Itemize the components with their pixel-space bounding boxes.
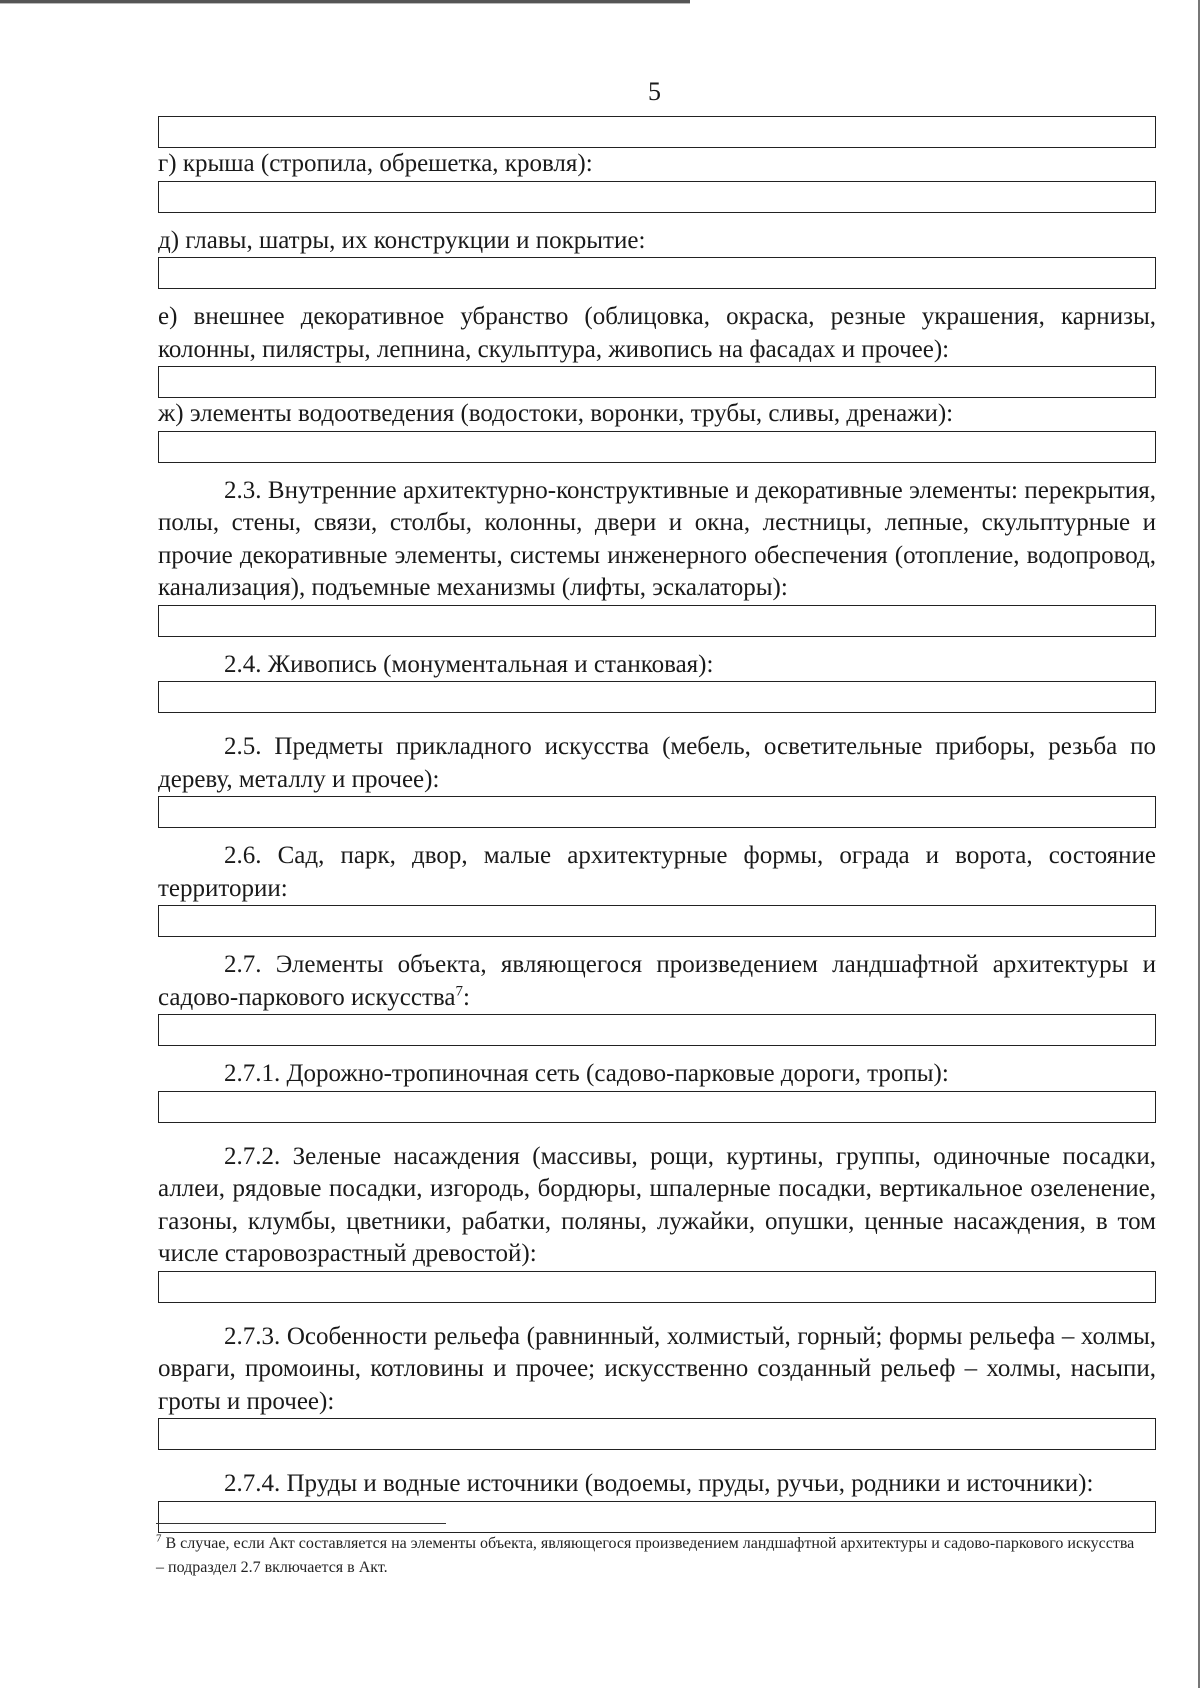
section-2-3-input-box[interactable]	[158, 605, 1156, 637]
section-2-7-text: 2.7. Элементы объекта, являющегося произведением ландшафтной архитектуры и садово-паркового искусства	[158, 951, 1156, 1011]
section-2-7	[158, 949, 1156, 1014]
section-2-4-input-box[interactable]	[158, 681, 1156, 713]
drainage-label: ж) элементы водоотведения (водостоки, воронки, трубы, сливы, дренажи):	[158, 400, 954, 427]
section-2-7-input-box[interactable]	[158, 1014, 1156, 1046]
section-2-7-4: 2.7.4. Пруды и водные источники (водоемы, пруды, ручьи, родники и источники):	[224, 1470, 1094, 1497]
input-box[interactable]	[158, 116, 1156, 148]
section-2-6-input-box[interactable]	[158, 905, 1156, 937]
section-2-6: 2.6. Сад, парк, двор, малые архитектурные формы, ограда и ворота, состояние территории:	[158, 842, 1156, 902]
section-2-7-1: 2.7.1. Дорожно-тропиночная сеть (садово-парковые дороги, тропы):	[224, 1060, 949, 1087]
section-2-3: 2.3. Внутренние архитектурно-конструктивные и декоративные элементы: перекрытия, полы, стены, связи, столбы, колонны, двери и окна, лестницы, лепные, скульптурные и прочие декоративные элементы, системы инженерного обеспечения (отопление, водопровод, канализация), подъемные механизмы (лифты, эскалаторы):	[158, 476, 1156, 601]
scan-edge	[0, 3, 690, 4]
section-2-4: 2.4. Живопись (монументальная и станковая):	[224, 650, 714, 678]
section-2-7-2: 2.7.2. Зеленые насаждения (массивы, рощи, куртины, группы, одиночные посадки, аллеи, рядовые посадки, изгородь, бордюры, шпалерные посадки, вертикальное озеленение, газоны, клумбы, цветники, рабатки, поляны, лужайки, опушки, ценные насаждения, в том числе старовозрастный древостой):	[158, 1142, 1156, 1267]
roof-input-box[interactable]	[158, 181, 1156, 213]
section-2-7-1-input-box[interactable]	[158, 1091, 1156, 1123]
page-number: 5	[648, 77, 661, 106]
section-2-5-input-box[interactable]	[158, 796, 1156, 828]
drainage-input-box[interactable]	[158, 431, 1156, 463]
footnote-separator	[156, 1523, 446, 1524]
domes-label: д) главы, шатры, их конструкции и покрытие:	[158, 226, 646, 254]
exterior-input-box[interactable]	[158, 366, 1156, 398]
section-2-5: 2.5. Предметы прикладного искусства (мебель, осветительные приборы, резьба по дереву, металлу и прочее):	[158, 733, 1156, 793]
footnote-text: В случае, если Акт составляется на элементы объекта, являющегося произведением ландшафтной архитектуры и садово-паркового искусства – подраздел 2.7 включается в Акт.	[156, 1535, 1135, 1576]
section-2-7-3: 2.7.3. Особенности рельефа (равнинный, холмистый, горный; формы рельефа – холмы, овраги, промоины, котловины и прочее; искусственно созданный рельеф – холмы, насыпи, гроты и прочее):	[158, 1322, 1156, 1415]
section-2-7-4-input-box[interactable]	[158, 1501, 1156, 1533]
section-2-7-2-input-box[interactable]	[158, 1271, 1156, 1303]
footnote-mark: 7	[156, 1532, 162, 1545]
section-2-7-colon: :	[463, 983, 470, 1011]
exterior-label: е) внешнее декоративное убранство (облицовка, окраска, резные украшения, карнизы, колонны, пилястры, лепнина, скульптура, живопись на фасадах и прочее):	[158, 303, 1156, 363]
domes-input-box[interactable]	[158, 257, 1156, 289]
footnote	[156, 1532, 1146, 1580]
form-content	[158, 116, 1156, 1533]
roof-label: г) крыша (стропила, обрешетка, кровля):	[158, 150, 593, 177]
section-2-7-3-input-box[interactable]	[158, 1418, 1156, 1450]
footnote-ref[interactable]: 7	[455, 983, 463, 1000]
